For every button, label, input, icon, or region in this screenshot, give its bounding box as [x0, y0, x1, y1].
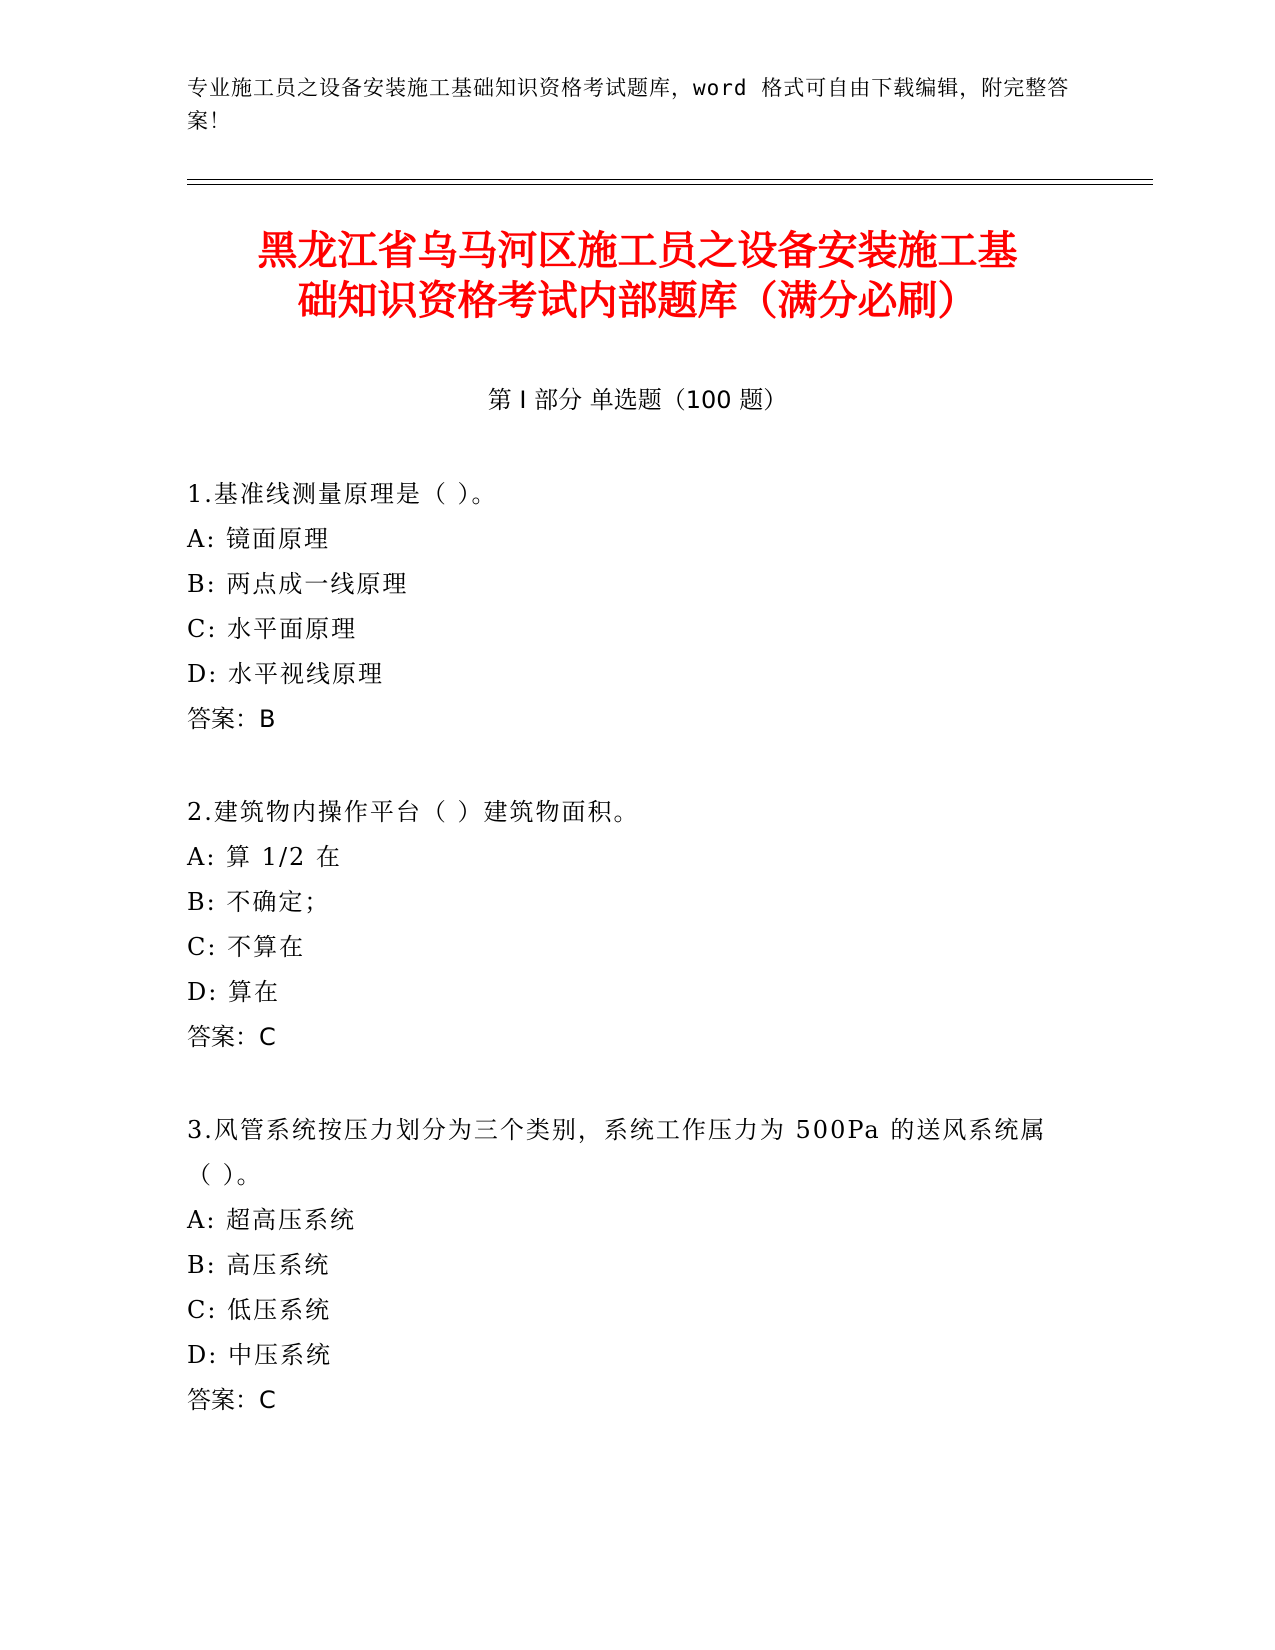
option-d: D: 水平视线原理 — [187, 660, 384, 688]
option-d: D: 算在 — [187, 978, 280, 1006]
header-divider-top — [187, 179, 1153, 180]
option-a: A: 算 1/2 在 — [187, 843, 342, 871]
option-b: B: 不确定； — [187, 888, 331, 916]
answer: 答案：B — [187, 705, 276, 733]
title-line-1: 黑龙江省乌马河区施工员之设备安装施工基 — [257, 228, 1018, 274]
question-2 — [187, 790, 1067, 1060]
answer: 答案：C — [187, 1386, 276, 1414]
question-stem: 2.建筑物内操作平台（ ）建筑物面积。 — [187, 798, 640, 826]
option-a: A: 超高压系统 — [187, 1206, 357, 1234]
option-c: C: 低压系统 — [187, 1296, 332, 1324]
header-note: 专业施工员之设备安装施工基础知识资格考试题库，word 格式可自由下载编辑，附完整答案！ — [187, 76, 1070, 133]
option-c: C: 不算在 — [187, 933, 306, 961]
option-b: B: 两点成一线原理 — [187, 570, 409, 598]
question-3 — [187, 1108, 1067, 1423]
question-1 — [187, 472, 1067, 742]
document-title — [150, 226, 1125, 326]
option-d: D: 中压系统 — [187, 1341, 332, 1369]
header-divider-bottom — [187, 184, 1153, 185]
question-stem: 1.基准线测量原理是（ ）。 — [187, 480, 498, 508]
option-c: C: 水平面原理 — [187, 615, 358, 643]
question-stem: 3.风管系统按压力划分为三个类别，系统工作压力为 500Pa 的送风系统属（ ）。 — [187, 1116, 1047, 1189]
section-heading: 第 I 部分 单选题（100 题） — [487, 386, 788, 414]
option-b: B: 高压系统 — [187, 1251, 331, 1279]
title-line-2: 础知识资格考试内部题库（满分必刷） — [297, 278, 978, 324]
answer: 答案：C — [187, 1023, 276, 1051]
option-a: A: 镜面原理 — [187, 525, 331, 553]
